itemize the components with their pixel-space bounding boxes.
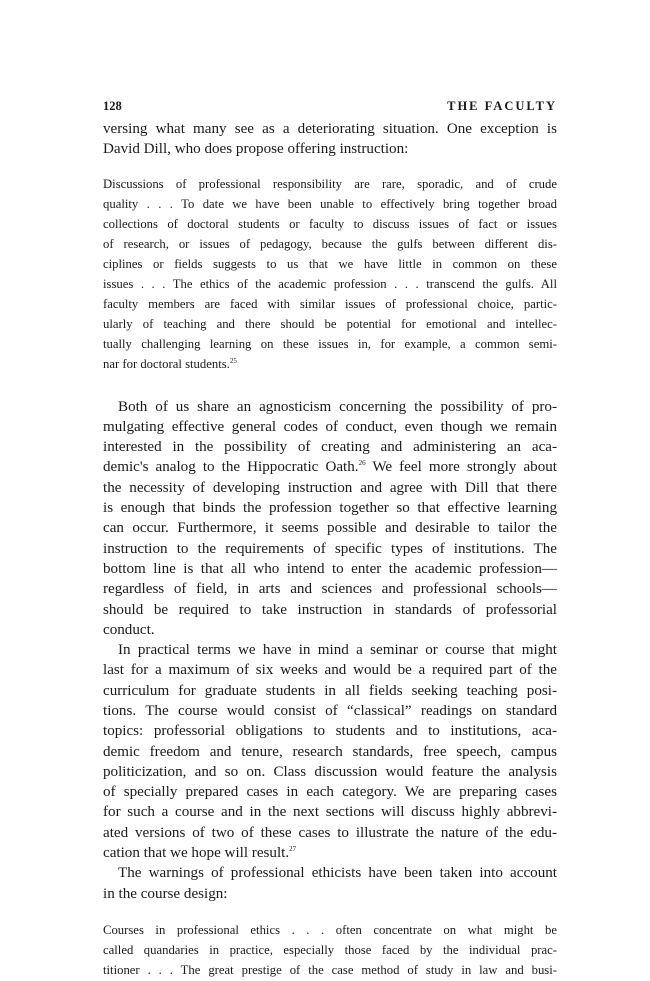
text-line: regardless of field, in arts and sciences and professional schools— <box>103 581 557 598</box>
quote-line: tually challenging learning on these issues in, for example, a common semi- <box>103 337 557 352</box>
text-line: bottom line is that all who intend to enter the academic profession— <box>103 560 557 577</box>
text-line: cation that we hope will result.$^{27}$ <box>103 845 297 862</box>
block-quote-dill <box>103 174 557 375</box>
text-line: In practical terms we have in mind a seminar or course that might <box>118 642 557 659</box>
running-title: THE FACULTY <box>447 99 557 113</box>
book-page <box>103 99 557 980</box>
quote-line: faculty members are faced with similar issues of professional choice, partic- <box>103 297 557 312</box>
text-line: David Dill, who does propose offering instruction: <box>103 141 409 158</box>
quote-line: quality . . . To date we have been unable to effectively bring together broad <box>103 196 557 211</box>
text-line: is enough that binds the profession together so that effective learning <box>103 500 557 517</box>
text-line: topics: professorial obligations to students and to institutions, aca- <box>103 723 557 740</box>
paragraph-warnings <box>103 863 557 904</box>
paragraph-agnosticism <box>103 397 557 641</box>
text-line: instruction to the requirements of specific types of institutions. The <box>103 540 557 557</box>
text-line: mulgating effective general codes of conduct, even though we remain <box>103 418 557 435</box>
opening-paragraph <box>103 119 557 160</box>
text-line: The warnings of professional ethicists have been taken into account <box>118 865 557 882</box>
page-number: 128 <box>103 99 122 113</box>
running-head <box>103 99 557 119</box>
text-line: Both of us share an agnosticism concerning the possibility of pro- <box>118 398 557 415</box>
quote-line: collections of doctoral students or faculty to discuss issues of fact or issues <box>103 216 557 231</box>
quote-line: ciplines or fields suggests to us that we have little in common on these <box>103 256 557 271</box>
quote-line: Courses in professional ethics . . . often concentrate on what might be <box>103 922 557 937</box>
text-line: demic freedom and tenure, research standards, free speech, campus <box>103 743 557 760</box>
text-line: tions. The course would consist of “classical” readings on standard <box>103 702 557 719</box>
text-line: should be required to take instruction in standards of professorial <box>103 601 557 618</box>
quote-line: Discussions of professional responsibility are rare, sporadic, and of crude <box>103 176 557 191</box>
text-line: interested in the possibility of creating and administering an aca- <box>103 439 557 456</box>
footnote-ref: 26 <box>358 459 366 468</box>
text-line: can occur. Furthermore, it seems possible and desirable to tailor the <box>103 520 557 537</box>
text-line: politicization, and so on. Class discussion would feature the analysis <box>103 763 557 780</box>
text-line: the necessity of developing instruction and agree with Dill that there <box>103 479 557 496</box>
text-line: ated versions of two of these cases to illustrate the nature of the edu- <box>103 824 557 841</box>
text-line: versing what many see as a deteriorating situation. One exception is <box>103 121 557 137</box>
paragraph-practical-terms <box>103 640 557 863</box>
text-line: last for a maximum of six weeks and would be a required part of the <box>103 662 557 679</box>
text-line: curriculum for graduate students in all fields seeking teaching posi- <box>103 682 557 699</box>
text-line: demic's analog to the Hippocratic Oath.$^{26}$ We feel more strongly about <box>103 459 557 476</box>
block-quote-ethics <box>103 920 557 980</box>
text-line: conduct. <box>103 621 155 638</box>
quote-line: nar for doctoral students.$^{25}$ <box>103 357 237 372</box>
quote-line: of research, or issues of pedagogy, because the gulfs between different dis- <box>103 236 557 251</box>
text-line: of specially prepared cases in each category. We are preparing cases <box>103 784 557 801</box>
quote-line: titioner . . . The great prestige of the case method of study in law and busi- <box>103 963 557 978</box>
footnote-ref: 25 <box>229 357 237 366</box>
quote-line: called quandaries in practice, especially those faced by the individual prac- <box>103 943 557 958</box>
quote-line: issues . . . The ethics of the academic profession . . . transcend the gulfs. All <box>103 277 557 292</box>
text-line: for such a course and in the next sections will discuss highly abbrevi- <box>103 804 557 821</box>
text-line: in the course design: <box>103 885 228 902</box>
quote-line: ularly of teaching and there should be potential for emotional and intellec- <box>103 317 557 332</box>
footnote-ref: 27 <box>289 845 297 854</box>
